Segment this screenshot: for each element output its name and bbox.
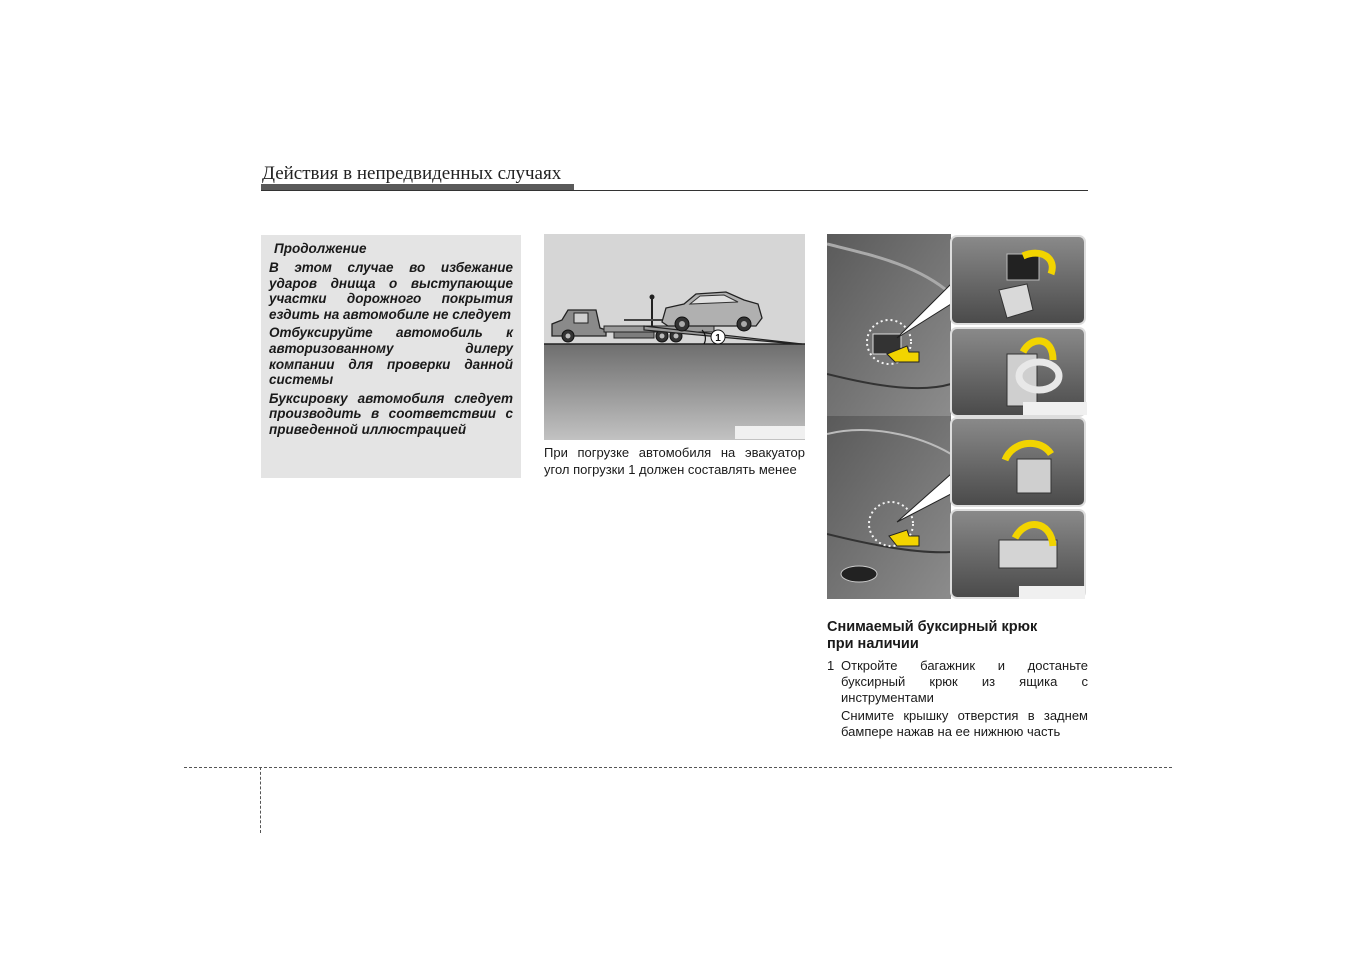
page-section-title: Действия в непредвиденных случаях — [262, 163, 562, 184]
note-box — [261, 235, 521, 478]
note-paragraph-3: Буксировку автомобиля следует производить в соответствии с приведенной иллюстрацией — [269, 390, 513, 437]
note-paragraph-2: Отбуксируйте автомобиль к авторизованному дилеру компании для проверки данной системы — [269, 325, 513, 388]
step-item — [827, 658, 1088, 740]
page-margin-guide — [260, 767, 261, 833]
step-subtext: Снимите крышку отверстия в заднем бампере нажав на ее нижнюю часть — [841, 708, 1088, 739]
step-number: 1 — [827, 658, 835, 673]
step-text: Откройте багажник и достаньте буксирный крюк из ящика с инструментами — [841, 658, 1088, 705]
section-title-text: Снимаемый буксирный крюк при наличии — [827, 619, 1038, 652]
section-title — [827, 619, 1097, 653]
tow-hook-illustration — [827, 234, 1087, 599]
figure-code-box — [735, 426, 805, 439]
tow-truck-illustration — [544, 234, 805, 440]
note-paragraph-1: В этом случае во избежание ударов днища о выступающие участки дорожного покрытия ездить на автомобиле не следует — [269, 260, 513, 322]
header-rule — [261, 190, 1088, 191]
angle-callout-label: 1 — [715, 333, 721, 344]
page-bottom-guide — [184, 767, 1172, 768]
note-title: Продолжение — [274, 241, 367, 256]
figure-caption: При погрузке автомобиля на эвакуатор угол погрузки 1 должен составлять менее — [544, 445, 805, 477]
